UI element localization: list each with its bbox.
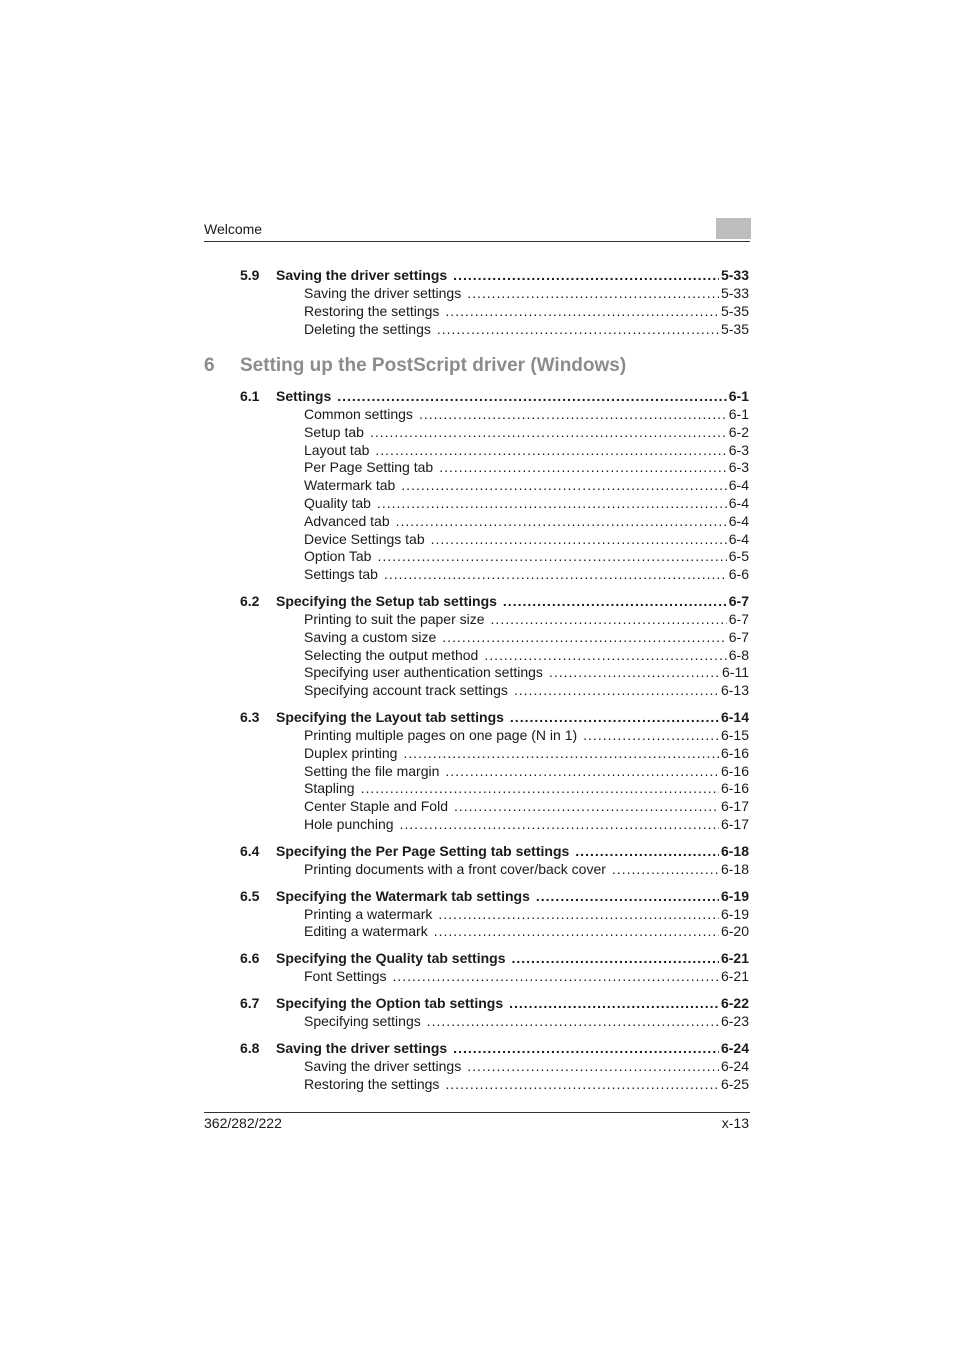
toc-page-number: 6-4 (728, 494, 749, 511)
toc-section-number: 6.1 (240, 388, 260, 404)
toc-previous-section (204, 265, 749, 345)
toc-subentry[interactable] (204, 664, 749, 682)
toc-dot-leader (377, 495, 727, 513)
toc-subentry[interactable] (204, 1013, 749, 1031)
toc-entry-title: Saving the driver settings (276, 267, 448, 283)
toc-entry-title: Setting the file margin (304, 762, 440, 779)
toc-subentry[interactable] (204, 906, 749, 924)
toc-section (204, 265, 749, 338)
toc-entry-title: Saving the driver settings (304, 285, 462, 301)
toc-subentry[interactable] (204, 629, 749, 647)
toc-subentry[interactable] (204, 406, 749, 424)
toc-dot-leader (467, 285, 719, 303)
toc-entry-title: Printing to suit the paper size (304, 610, 485, 627)
toc-dot-leader (431, 531, 727, 549)
toc-entry-title: Specifying the Option tab settings (276, 994, 504, 1011)
toc-entry-title: Specifying user authentication settings (304, 664, 543, 681)
toc-section-entry[interactable] (204, 386, 749, 406)
toc-page-number: 6-13 (720, 682, 749, 699)
toc-section (204, 707, 749, 834)
toc-subentry[interactable] (204, 968, 749, 986)
toc-subentry[interactable] (204, 682, 749, 700)
toc-page-number: 6-16 (720, 744, 749, 761)
toc-dot-leader (419, 406, 727, 424)
toc-page-number: 6-19 (720, 905, 749, 922)
toc-page-number: 6-18 (720, 842, 749, 859)
toc-entry-title: Specifying the Quality tab settings (276, 950, 506, 967)
toc-entry-title: Printing documents with a front cover/back cover (304, 860, 606, 877)
toc-page-number: 6-21 (720, 968, 749, 985)
toc-page-number: 6-5 (728, 548, 749, 565)
toc-entry-title: Hole punching (304, 815, 394, 832)
toc-subentry[interactable] (204, 727, 749, 745)
toc-entry-title: Font Settings (304, 968, 387, 985)
toc-page-number: 6-1 (728, 406, 749, 422)
toc-page-number: 6-15 (720, 726, 749, 743)
toc-entry-title: Specifying the Layout tab settings (276, 708, 504, 725)
toc-dot-leader (510, 707, 719, 727)
toc-dot-leader (370, 424, 727, 442)
toc-section-entry[interactable] (204, 591, 749, 611)
toc-entry-title: Stapling (304, 780, 355, 797)
toc-subentry[interactable] (204, 531, 749, 549)
toc-entry-title: Restoring the settings (304, 302, 440, 319)
toc-entry-title: Per Page Setting tab (304, 459, 434, 476)
toc-entry-title: Selecting the output method (304, 646, 479, 663)
toc-entry-title: Common settings (304, 406, 413, 422)
toc-entry-title: Restoring the settings (304, 1075, 440, 1092)
toc-entry-title: Printing a watermark (304, 905, 433, 922)
toc-subentry[interactable] (204, 303, 749, 321)
toc-page-number: 6-21 (720, 950, 749, 967)
chapter-title: Setting up the PostScript driver (Windows) (240, 355, 627, 376)
toc-section-entry[interactable] (204, 993, 749, 1013)
toc-section-number: 6.3 (240, 708, 260, 725)
toc-page-number: 6-6 (728, 566, 749, 583)
toc-dot-leader (438, 906, 719, 924)
toc-subentry[interactable] (204, 513, 749, 531)
toc-subentry[interactable] (204, 285, 749, 303)
toc-page-number: 6-17 (720, 815, 749, 832)
toc-dot-leader (454, 798, 719, 816)
toc-page-number: 6-24 (720, 1057, 749, 1074)
toc-page-number: 6-22 (720, 994, 749, 1011)
toc-subentry[interactable] (204, 816, 749, 834)
toc-subentry[interactable] (204, 566, 749, 584)
toc-dot-leader (583, 727, 719, 745)
toc-subentry[interactable] (204, 611, 749, 629)
toc-page-number: 6-1 (728, 388, 749, 404)
toc-page-number: 6-3 (728, 441, 749, 458)
toc-dot-leader (445, 1076, 719, 1094)
header-rule (204, 241, 750, 242)
toc-entry-title: Quality tab (304, 494, 371, 511)
toc-entry-title: Printing multiple pages on one page (N in 1) (304, 726, 578, 743)
toc-page-number: 6-7 (728, 628, 749, 645)
toc-subentry[interactable] (204, 647, 749, 665)
toc-dot-leader (403, 745, 719, 763)
toc-section-entry[interactable] (204, 886, 749, 906)
footer-rule (204, 1112, 750, 1113)
toc-subentry[interactable] (204, 923, 749, 941)
toc-page-number: 5-33 (720, 267, 749, 283)
toc-entry-title: Editing a watermark (304, 923, 428, 940)
footer-model: 362/282/222 (204, 1115, 282, 1131)
toc-page-number: 6-24 (720, 1039, 749, 1056)
toc-section-entry[interactable] (204, 948, 749, 968)
toc-page-number: 6-17 (720, 798, 749, 815)
toc-dot-leader (400, 816, 719, 834)
toc-entry-title: Deleting the settings (304, 320, 431, 337)
toc-subentry[interactable] (204, 459, 749, 477)
toc-section (204, 948, 749, 986)
toc-dot-leader (536, 886, 719, 906)
toc-section-entry[interactable] (204, 1038, 749, 1058)
toc-section-number: 6.2 (240, 592, 260, 609)
toc-dot-leader (427, 1013, 719, 1031)
toc-entry-title: Device Settings tab (304, 530, 425, 547)
toc-entry-title: Duplex printing (304, 744, 398, 761)
toc-entry-title: Specifying the Setup tab settings (276, 592, 497, 609)
toc-section (204, 993, 749, 1031)
chapter-number: 6 (204, 355, 215, 376)
toc-dot-leader (453, 1038, 719, 1058)
toc-entry-title: Advanced tab (304, 512, 390, 529)
toc-entry-title: Watermark tab (304, 477, 396, 494)
toc-page-number: 6-16 (720, 780, 749, 797)
toc-subentry[interactable] (204, 442, 749, 460)
toc-entry-title: Saving the driver settings (276, 1039, 448, 1056)
toc-subentry[interactable] (204, 548, 749, 566)
toc-subentry[interactable] (204, 321, 749, 339)
toc-section (204, 1038, 749, 1094)
toc-page-number: 6-7 (728, 610, 749, 627)
toc-section-number: 5.9 (240, 267, 260, 283)
toc-entry-title: Saving a custom size (304, 628, 437, 645)
toc-subentry[interactable] (204, 763, 749, 781)
toc-dot-leader (439, 459, 727, 477)
toc-section (204, 886, 749, 942)
toc-chapter-6 (204, 386, 749, 1100)
toc-page-number: 6-3 (728, 459, 749, 476)
toc-page-number: 6-2 (728, 423, 749, 440)
toc-dot-leader (434, 923, 719, 941)
toc-entry-title: Setup tab (304, 423, 364, 440)
toc-entry-title: Settings (276, 388, 332, 404)
toc-section-number: 6.7 (240, 994, 260, 1011)
toc-page-number: 5-35 (720, 302, 749, 319)
toc-section-number: 6.5 (240, 887, 260, 904)
toc-dot-leader (509, 993, 719, 1013)
header-tab-marker (716, 218, 751, 239)
toc-dot-leader (503, 591, 727, 611)
toc-entry-title: Saving the driver settings (304, 1057, 462, 1074)
toc-section-entry[interactable] (204, 265, 749, 285)
toc-section (204, 841, 749, 879)
toc-page-number: 6-14 (720, 708, 749, 725)
toc-dot-leader (377, 548, 726, 566)
toc-page-number: 6-11 (722, 664, 749, 681)
toc-page-number: 5-35 (720, 320, 749, 337)
toc-section-entry[interactable] (204, 841, 749, 861)
toc-page-number: 6-4 (728, 530, 749, 547)
toc-section-number: 6.4 (240, 842, 260, 859)
toc-page-number: 6-25 (720, 1075, 749, 1092)
toc-entry-title: Specifying account track settings (304, 682, 508, 699)
toc-dot-leader (612, 861, 719, 879)
toc-subentry[interactable] (204, 798, 749, 816)
toc-dot-leader (453, 265, 719, 285)
toc-dot-leader (384, 566, 727, 584)
toc-dot-leader (437, 321, 719, 339)
toc-page-number: 6-18 (720, 860, 749, 877)
toc-subentry[interactable] (204, 1058, 749, 1076)
toc-dot-leader (491, 611, 727, 629)
toc-dot-leader (337, 386, 727, 406)
toc-page-number: 6-8 (728, 646, 749, 663)
toc-entry-title: Option Tab (304, 548, 372, 565)
toc-subentry[interactable] (204, 424, 749, 442)
toc-subentry[interactable] (204, 1076, 749, 1094)
toc-page-number: 6-7 (728, 592, 749, 609)
toc-dot-leader (375, 442, 726, 460)
toc-page-number: 6-23 (720, 1012, 749, 1029)
toc-section (204, 386, 749, 584)
toc-page-number: 5-33 (720, 285, 749, 301)
toc-dot-leader (575, 841, 719, 861)
toc-dot-leader (361, 780, 719, 798)
toc-subentry[interactable] (204, 477, 749, 495)
toc-dot-leader (549, 664, 720, 682)
toc-entry-title: Specifying the Watermark tab settings (276, 887, 530, 904)
toc-page-number: 6-19 (720, 887, 749, 904)
toc-dot-leader (396, 513, 727, 531)
toc-subentry[interactable] (204, 780, 749, 798)
toc-dot-leader (393, 968, 719, 986)
toc-page-number: 6-16 (720, 762, 749, 779)
toc-section-number: 6.8 (240, 1039, 260, 1056)
toc-dot-leader (511, 948, 718, 968)
toc-entry-title: Specifying settings (304, 1012, 421, 1029)
toc-dot-leader (442, 629, 726, 647)
toc-dot-leader (484, 647, 726, 665)
running-header-title: Welcome (204, 221, 263, 237)
footer-page-number: x-13 (721, 1115, 749, 1131)
toc-subentry[interactable] (204, 861, 749, 879)
toc-dot-leader (467, 1058, 719, 1076)
toc-dot-leader (514, 682, 719, 700)
toc-subentry[interactable] (204, 745, 749, 763)
toc-dot-leader (445, 763, 719, 781)
toc-dot-leader (445, 303, 719, 321)
toc-subentry[interactable] (204, 495, 749, 513)
toc-entry-title: Settings tab (304, 566, 378, 583)
toc-section-entry[interactable] (204, 707, 749, 727)
chapter-heading (204, 355, 626, 377)
toc-section-number: 6.6 (240, 950, 260, 967)
toc-section (204, 591, 749, 700)
toc-page-number: 6-20 (720, 923, 749, 940)
toc-dot-leader (401, 477, 726, 495)
toc-entry-title: Layout tab (304, 441, 370, 458)
toc-entry-title: Center Staple and Fold (304, 798, 448, 815)
toc-page-number: 6-4 (728, 512, 749, 529)
toc-entry-title: Specifying the Per Page Setting tab settings (276, 842, 570, 859)
toc-page-number: 6-4 (728, 477, 749, 494)
